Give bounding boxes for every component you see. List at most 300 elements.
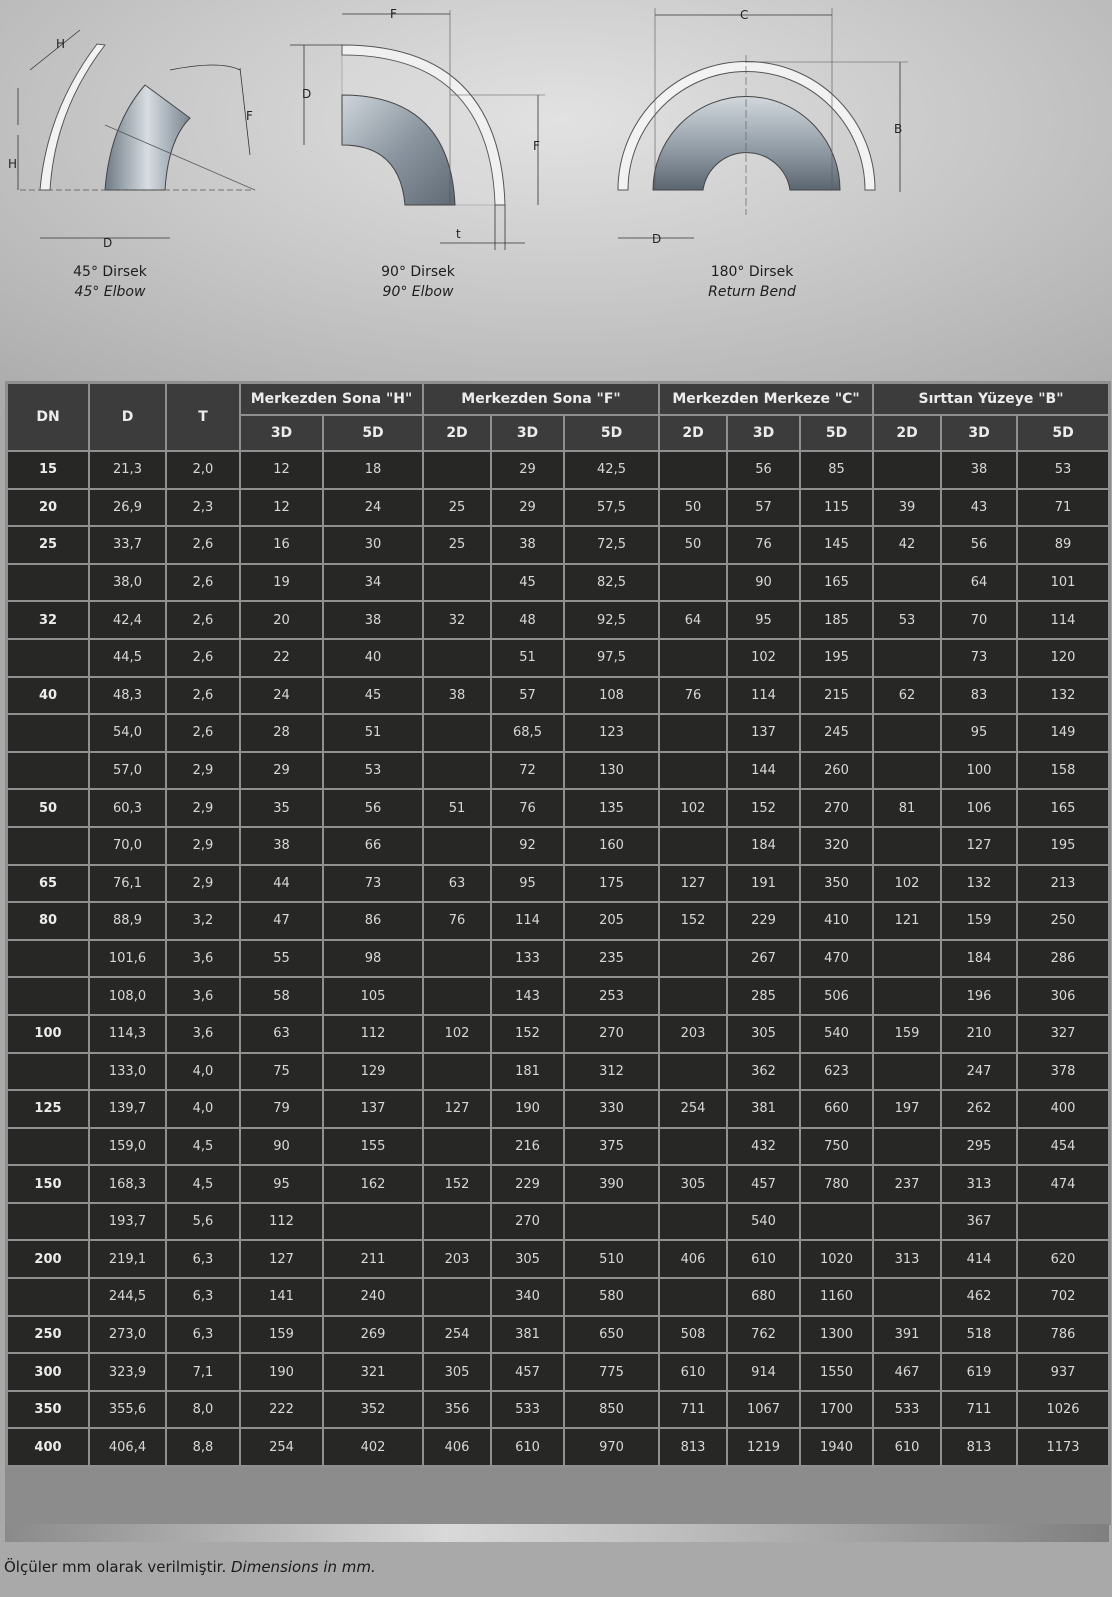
table-cell: 44 <box>240 865 323 903</box>
table-cell: 50 <box>7 789 89 827</box>
table-cell: 56 <box>727 451 800 489</box>
table-cell: 402 <box>323 1428 423 1466</box>
table-row <box>7 1316 1109 1354</box>
table-cell: 457 <box>491 1353 564 1391</box>
table-cell: 775 <box>564 1353 659 1391</box>
table-cell <box>659 752 727 790</box>
dim-label-h-top: H <box>56 37 66 51</box>
table-cell: 270 <box>491 1203 564 1241</box>
table-cell: 193,7 <box>89 1203 166 1241</box>
caption-90-title: 90° Dirsek <box>381 264 455 280</box>
subheader-c-5d: 5D <box>800 415 873 451</box>
table-cell: 129 <box>323 1053 423 1091</box>
table-cell: 1160 <box>800 1278 873 1316</box>
table-cell: 2,9 <box>166 789 240 827</box>
table-cell: 83 <box>941 677 1017 715</box>
table-cell <box>423 639 491 677</box>
table-cell: 62 <box>873 677 941 715</box>
table-row <box>7 601 1109 639</box>
table-cell: 127 <box>659 865 727 903</box>
table-cell: 191 <box>727 865 800 903</box>
table-cell: 76 <box>659 677 727 715</box>
table-cell: 42 <box>873 526 941 564</box>
table-cell: 137 <box>323 1090 423 1128</box>
table-cell: 55 <box>240 940 323 978</box>
dim-label-t: t <box>456 227 461 241</box>
subheader-h-3d: 3D <box>240 415 323 451</box>
table-cell: 38 <box>941 451 1017 489</box>
table-cell <box>423 451 491 489</box>
dimensions-table-container <box>5 381 1111 1525</box>
table-cell: 610 <box>727 1240 800 1278</box>
table-cell: 73 <box>323 865 423 903</box>
table-row <box>7 489 1109 527</box>
table-cell <box>423 1278 491 1316</box>
diagram-area <box>0 0 1112 370</box>
table-cell: 95 <box>727 601 800 639</box>
table-cell: 235 <box>564 940 659 978</box>
caption-45-subtitle: 45° Elbow <box>74 284 146 300</box>
table-cell: 162 <box>323 1165 423 1203</box>
table-cell: 3,6 <box>166 977 240 1015</box>
table-cell: 813 <box>941 1428 1017 1466</box>
table-cell: 34 <box>323 564 423 602</box>
table-cell: 356 <box>423 1391 491 1429</box>
table-cell <box>423 1053 491 1091</box>
table-cell: 400 <box>7 1428 89 1466</box>
table-cell: 28 <box>240 714 323 752</box>
table-cell: 16 <box>240 526 323 564</box>
table-cell: 24 <box>323 489 423 527</box>
table-cell: 254 <box>423 1316 491 1354</box>
subheader-f-2d: 2D <box>423 415 491 451</box>
table-cell: 2,3 <box>166 489 240 527</box>
table-cell: 6,3 <box>166 1316 240 1354</box>
table-cell: 58 <box>240 977 323 1015</box>
table-cell <box>659 940 727 978</box>
table-cell: 22 <box>240 639 323 677</box>
table-cell: 247 <box>941 1053 1017 1091</box>
table-row <box>7 1090 1109 1128</box>
table-cell: 1020 <box>800 1240 873 1278</box>
table-cell: 508 <box>659 1316 727 1354</box>
table-cell: 120 <box>1017 639 1109 677</box>
subheader-f-5d: 5D <box>564 415 659 451</box>
table-cell: 100 <box>7 1015 89 1053</box>
subheader-f-3d: 3D <box>491 415 564 451</box>
table-cell: 45 <box>323 677 423 715</box>
table-cell: 130 <box>564 752 659 790</box>
table-cell: 51 <box>323 714 423 752</box>
table-cell: 127 <box>240 1240 323 1278</box>
table-cell: 190 <box>491 1090 564 1128</box>
table-cell: 269 <box>323 1316 423 1354</box>
table-cell: 457 <box>727 1165 800 1203</box>
table-cell: 1300 <box>800 1316 873 1354</box>
table-cell <box>873 639 941 677</box>
table-cell: 305 <box>659 1165 727 1203</box>
table-cell: 937 <box>1017 1353 1109 1391</box>
table-cell: 125 <box>7 1090 89 1128</box>
subheader-b-2d: 2D <box>873 415 941 451</box>
table-cell: 203 <box>423 1240 491 1278</box>
table-cell: 57 <box>727 489 800 527</box>
table-cell: 159,0 <box>89 1128 166 1166</box>
table-cell: 610 <box>659 1353 727 1391</box>
table-cell: 53 <box>873 601 941 639</box>
table-cell: 7,1 <box>166 1353 240 1391</box>
table-cell: 211 <box>323 1240 423 1278</box>
table-cell: 101 <box>1017 564 1109 602</box>
table-cell: 152 <box>659 902 727 940</box>
table-cell: 273,0 <box>89 1316 166 1354</box>
table-cell: 26,9 <box>89 489 166 527</box>
table-cell: 76 <box>727 526 800 564</box>
table-cell: 850 <box>564 1391 659 1429</box>
table-cell: 90 <box>240 1128 323 1166</box>
caption-45-title: 45° Dirsek <box>73 264 147 280</box>
table-cell <box>7 1278 89 1316</box>
table-cell: 352 <box>323 1391 423 1429</box>
table-cell: 305 <box>423 1353 491 1391</box>
table-cell: 390 <box>564 1165 659 1203</box>
table-cell <box>659 451 727 489</box>
table-row <box>7 1278 1109 1316</box>
table-cell: 6,3 <box>166 1278 240 1316</box>
table-cell: 254 <box>659 1090 727 1128</box>
table-cell: 90 <box>727 564 800 602</box>
table-cell: 506 <box>800 977 873 1015</box>
table-cell: 1550 <box>800 1353 873 1391</box>
table-cell: 108,0 <box>89 977 166 1015</box>
table-cell: 101,6 <box>89 940 166 978</box>
table-cell: 2,0 <box>166 451 240 489</box>
table-cell: 152 <box>727 789 800 827</box>
table-cell: 253 <box>564 977 659 1015</box>
table-cell: 327 <box>1017 1015 1109 1053</box>
table-cell <box>873 564 941 602</box>
table-cell <box>7 940 89 978</box>
dim-label-b: B <box>894 122 903 136</box>
table-row <box>7 714 1109 752</box>
table-cell: 312 <box>564 1053 659 1091</box>
table-cell: 50 <box>659 489 727 527</box>
table-cell: 159 <box>873 1015 941 1053</box>
table-cell: 127 <box>941 827 1017 865</box>
table-cell: 711 <box>659 1391 727 1429</box>
table-cell: 619 <box>941 1353 1017 1391</box>
table-cell: 42,4 <box>89 601 166 639</box>
table-cell: 139,7 <box>89 1090 166 1128</box>
footer-note <box>4 1558 376 1576</box>
table-cell: 196 <box>941 977 1017 1015</box>
table-cell: 112 <box>240 1203 323 1241</box>
table-cell: 155 <box>323 1128 423 1166</box>
table-bottom-bar <box>5 1524 1109 1542</box>
header-group-c: Merkezden Merkeze "C" <box>659 383 873 415</box>
table-cell: 12 <box>240 489 323 527</box>
table-cell: 406 <box>423 1428 491 1466</box>
table-cell <box>423 827 491 865</box>
table-cell: 53 <box>1017 451 1109 489</box>
subheader-h-5d: 5D <box>323 415 423 451</box>
table-cell: 51 <box>491 639 564 677</box>
subheader-b-3d: 3D <box>941 415 1017 451</box>
table-cell: 159 <box>941 902 1017 940</box>
table-cell <box>323 1203 423 1241</box>
table-cell: 400 <box>1017 1090 1109 1128</box>
table-cell: 56 <box>941 526 1017 564</box>
dimensions-table <box>6 382 1110 1467</box>
table-cell: 540 <box>800 1015 873 1053</box>
table-cell: 1067 <box>727 1391 800 1429</box>
table-cell: 285 <box>727 977 800 1015</box>
table-cell: 381 <box>491 1316 564 1354</box>
table-cell: 158 <box>1017 752 1109 790</box>
table-cell: 149 <box>1017 714 1109 752</box>
header-d: D <box>89 383 166 451</box>
table-cell: 2,6 <box>166 526 240 564</box>
table-row <box>7 1353 1109 1391</box>
table-cell <box>7 714 89 752</box>
table-cell: 85 <box>800 451 873 489</box>
table-cell: 60,3 <box>89 789 166 827</box>
table-cell: 25 <box>423 526 491 564</box>
table-cell <box>423 564 491 602</box>
table-cell <box>873 1053 941 1091</box>
table-cell: 3,2 <box>166 902 240 940</box>
table-cell: 467 <box>873 1353 941 1391</box>
table-row <box>7 526 1109 564</box>
table-cell: 533 <box>873 1391 941 1429</box>
table-cell: 105 <box>323 977 423 1015</box>
table-cell: 72 <box>491 752 564 790</box>
table-cell: 47 <box>240 902 323 940</box>
table-cell: 267 <box>727 940 800 978</box>
table-cell: 262 <box>941 1090 1017 1128</box>
table-cell <box>423 940 491 978</box>
table-cell: 355,6 <box>89 1391 166 1429</box>
table-cell: 2,6 <box>166 714 240 752</box>
table-row <box>7 1391 1109 1429</box>
table-cell: 19 <box>240 564 323 602</box>
table-cell: 114 <box>727 677 800 715</box>
table-cell: 132 <box>1017 677 1109 715</box>
table-cell <box>423 752 491 790</box>
table-row <box>7 564 1109 602</box>
table-cell: 175 <box>564 865 659 903</box>
table-cell: 4,0 <box>166 1090 240 1128</box>
table-cell: 305 <box>491 1240 564 1278</box>
table-cell <box>1017 1203 1109 1241</box>
table-cell: 112 <box>323 1015 423 1053</box>
table-cell: 313 <box>873 1240 941 1278</box>
table-cell: 33,7 <box>89 526 166 564</box>
table-cell <box>873 1203 941 1241</box>
table-cell: 64 <box>659 601 727 639</box>
table-cell <box>659 1053 727 1091</box>
table-cell: 533 <box>491 1391 564 1429</box>
table-cell: 205 <box>564 902 659 940</box>
table-cell: 362 <box>727 1053 800 1091</box>
footer-note-en: Dimensions in mm. <box>231 1558 376 1576</box>
table-cell <box>423 977 491 1015</box>
table-row <box>7 1240 1109 1278</box>
table-cell: 1026 <box>1017 1391 1109 1429</box>
table-cell <box>7 977 89 1015</box>
table-cell: 39 <box>873 489 941 527</box>
table-cell: 660 <box>800 1090 873 1128</box>
table-cell: 250 <box>7 1316 89 1354</box>
table-cell: 12 <box>240 451 323 489</box>
dim-label-d: D <box>103 236 113 250</box>
table-cell: 15 <box>7 451 89 489</box>
table-cell: 474 <box>1017 1165 1109 1203</box>
table-cell: 152 <box>491 1015 564 1053</box>
table-cell: 65 <box>7 865 89 903</box>
table-cell: 378 <box>1017 1053 1109 1091</box>
table-cell: 305 <box>727 1015 800 1053</box>
table-cell: 184 <box>727 827 800 865</box>
table-cell: 195 <box>1017 827 1109 865</box>
table-cell: 270 <box>800 789 873 827</box>
table-row <box>7 865 1109 903</box>
table-cell <box>659 564 727 602</box>
table-cell: 56 <box>323 789 423 827</box>
table-cell: 313 <box>941 1165 1017 1203</box>
table-cell: 121 <box>873 902 941 940</box>
table-cell <box>873 977 941 1015</box>
subheader-b-5d: 5D <box>1017 415 1109 451</box>
table-cell: 406 <box>659 1240 727 1278</box>
table-cell <box>873 940 941 978</box>
table-cell <box>873 451 941 489</box>
table-cell: 32 <box>7 601 89 639</box>
table-cell: 44,5 <box>89 639 166 677</box>
table-cell: 229 <box>491 1165 564 1203</box>
table-cell: 4,5 <box>166 1165 240 1203</box>
table-row <box>7 827 1109 865</box>
table-cell: 53 <box>323 752 423 790</box>
table-cell: 35 <box>240 789 323 827</box>
table-cell: 270 <box>564 1015 659 1053</box>
table-cell: 48,3 <box>89 677 166 715</box>
table-cell: 470 <box>800 940 873 978</box>
table-cell: 181 <box>491 1053 564 1091</box>
table-cell: 165 <box>800 564 873 602</box>
table-cell: 20 <box>240 601 323 639</box>
table-cell: 57 <box>491 677 564 715</box>
table-cell: 80 <box>7 902 89 940</box>
table-cell: 1173 <box>1017 1428 1109 1466</box>
table-cell: 127 <box>423 1090 491 1128</box>
table-cell: 711 <box>941 1391 1017 1429</box>
table-body <box>7 451 1109 1466</box>
table-cell: 620 <box>1017 1240 1109 1278</box>
elbow-45-drawing <box>0 0 280 255</box>
table-cell: 42,5 <box>564 451 659 489</box>
table-cell: 518 <box>941 1316 1017 1354</box>
table-cell: 8,8 <box>166 1428 240 1466</box>
dim-label-d: D <box>302 87 312 101</box>
table-cell <box>7 1203 89 1241</box>
table-cell: 321 <box>323 1353 423 1391</box>
table-cell: 38 <box>323 601 423 639</box>
table-cell: 367 <box>941 1203 1017 1241</box>
table-cell: 2,6 <box>166 564 240 602</box>
table-cell: 237 <box>873 1165 941 1203</box>
table-cell: 70 <box>941 601 1017 639</box>
elbow-90-drawing <box>290 0 560 255</box>
table-cell: 108 <box>564 677 659 715</box>
table-cell: 1940 <box>800 1428 873 1466</box>
table-cell: 63 <box>423 865 491 903</box>
table-cell: 623 <box>800 1053 873 1091</box>
table-cell: 159 <box>240 1316 323 1354</box>
table-cell: 24 <box>240 677 323 715</box>
table-cell: 160 <box>564 827 659 865</box>
table-cell <box>659 1128 727 1166</box>
table-cell: 350 <box>7 1391 89 1429</box>
table-cell: 510 <box>564 1240 659 1278</box>
table-cell: 88,9 <box>89 902 166 940</box>
table-cell: 702 <box>1017 1278 1109 1316</box>
table-cell: 48 <box>491 601 564 639</box>
table-cell: 914 <box>727 1353 800 1391</box>
table-cell: 135 <box>564 789 659 827</box>
table-cell: 219,1 <box>89 1240 166 1278</box>
dim-label-f-side: F <box>533 139 540 153</box>
table-cell: 150 <box>7 1165 89 1203</box>
table-cell: 133 <box>491 940 564 978</box>
table-cell: 57,5 <box>564 489 659 527</box>
table-cell <box>659 827 727 865</box>
caption-180-bend <box>652 262 852 302</box>
table-cell: 213 <box>1017 865 1109 903</box>
table-cell: 40 <box>7 677 89 715</box>
table-cell: 432 <box>727 1128 800 1166</box>
table-cell: 75 <box>240 1053 323 1091</box>
table-cell: 680 <box>727 1278 800 1316</box>
table-cell: 2,6 <box>166 677 240 715</box>
table-cell: 244,5 <box>89 1278 166 1316</box>
subheader-c-2d: 2D <box>659 415 727 451</box>
table-cell: 406,4 <box>89 1428 166 1466</box>
table-cell: 414 <box>941 1240 1017 1278</box>
table-cell: 114,3 <box>89 1015 166 1053</box>
table-cell <box>7 564 89 602</box>
table-cell: 144 <box>727 752 800 790</box>
table-cell <box>659 714 727 752</box>
table-cell: 76 <box>491 789 564 827</box>
table-cell <box>564 1203 659 1241</box>
table-cell: 2,9 <box>166 865 240 903</box>
table-cell: 20 <box>7 489 89 527</box>
table-cell <box>873 752 941 790</box>
table-cell: 114 <box>1017 601 1109 639</box>
table-cell: 79 <box>240 1090 323 1128</box>
table-cell: 63 <box>240 1015 323 1053</box>
table-cell: 38 <box>240 827 323 865</box>
table-cell: 2,9 <box>166 827 240 865</box>
table-cell: 102 <box>423 1015 491 1053</box>
table-cell: 21,3 <box>89 451 166 489</box>
table-cell: 145 <box>800 526 873 564</box>
table-cell: 102 <box>873 865 941 903</box>
table-cell: 1700 <box>800 1391 873 1429</box>
table-cell: 137 <box>727 714 800 752</box>
table-cell: 190 <box>240 1353 323 1391</box>
